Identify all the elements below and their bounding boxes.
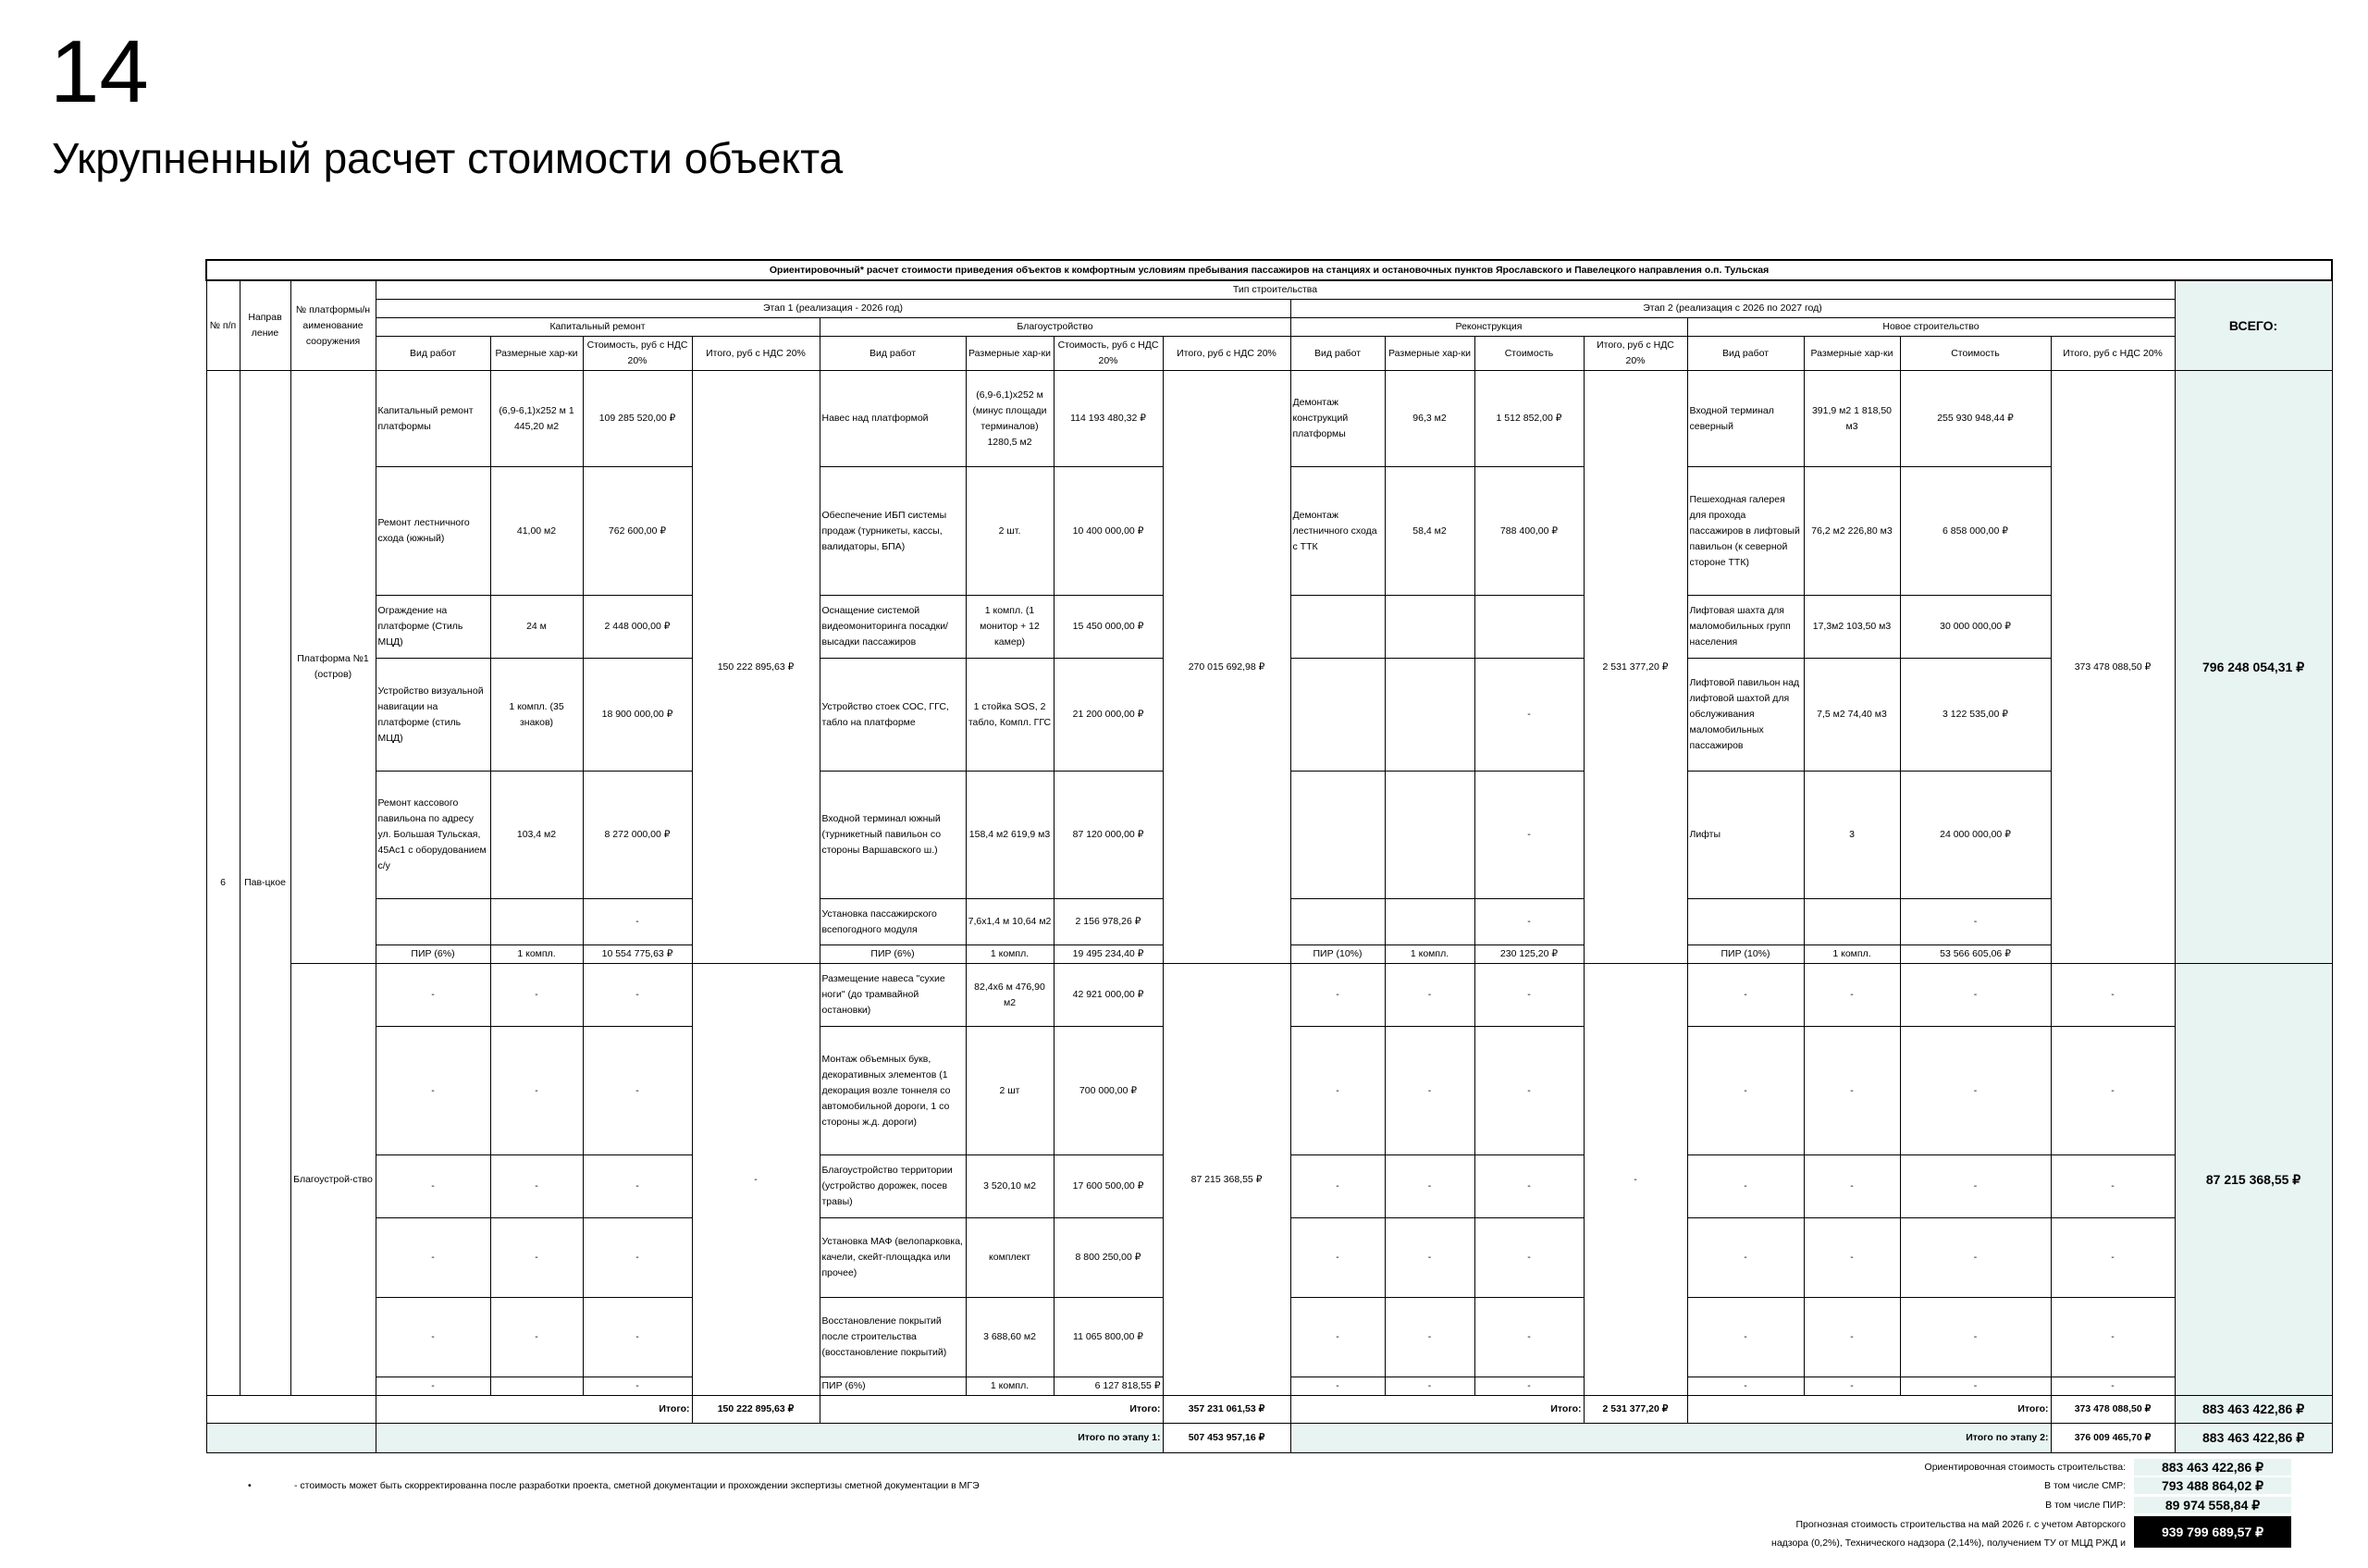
table-cell: - bbox=[583, 1155, 692, 1218]
table-cell: - bbox=[1290, 1218, 1385, 1298]
table-cell: 87 120 000,00 ₽ bbox=[1054, 772, 1163, 899]
platform-name: Благоустрой-ство bbox=[290, 964, 376, 1396]
table-cell: - bbox=[490, 1218, 583, 1298]
table-cell: - bbox=[583, 1377, 692, 1396]
platform-name: Платформа №1 (остров) bbox=[290, 371, 376, 964]
table-cell: - bbox=[1687, 964, 1804, 1027]
table-cell bbox=[1687, 899, 1804, 945]
table-cell: - bbox=[1900, 1155, 2051, 1218]
pir-cell: 1 компл. bbox=[1804, 945, 1900, 964]
table-cell: 109 285 520,00 ₽ bbox=[583, 371, 692, 467]
table-cell: 8 272 000,00 ₽ bbox=[583, 772, 692, 899]
table-cell: - bbox=[1474, 659, 1584, 772]
table-cell: - bbox=[376, 1377, 490, 1396]
table-cell: - bbox=[583, 964, 692, 1027]
landscaping-total: 87 215 368,55 ₽ bbox=[2175, 964, 2332, 1396]
table-cell: Устройство визуальной навигации на платформе (стиль МЦД) bbox=[376, 659, 490, 772]
table-cell: - bbox=[1687, 1298, 1804, 1377]
pir-cell: 53 566 605,06 ₽ bbox=[1900, 945, 2051, 964]
table-caption: Ориентировочный* расчет стоимости приведения объектов к комфортным условиям пребывания пассажиров на станциях и остановочных пунктов Ярославского и Павелецкого направления о.п. Тульская bbox=[206, 260, 2332, 280]
table-cell: 2 шт bbox=[966, 1027, 1054, 1155]
table-cell: - bbox=[1474, 899, 1584, 945]
table-cell: Входной терминал южный (турникетный павильон со стороны Варшавского ш.) bbox=[820, 772, 966, 899]
col-header: Итого, руб с НДС 20% bbox=[692, 337, 820, 371]
table-cell: 762 600,00 ₽ bbox=[583, 467, 692, 596]
table-cell: Лифтовой павильон над лифтовой шахтой для обслуживания маломобильных пассажиров bbox=[1687, 659, 1804, 772]
table-cell: 18 900 000,00 ₽ bbox=[583, 659, 692, 772]
total-value: 357 231 061,53 ₽ bbox=[1163, 1396, 1290, 1424]
table-cell: 700 000,00 ₽ bbox=[1054, 1027, 1163, 1155]
table-cell: 24 м bbox=[490, 596, 583, 659]
table-cell bbox=[1385, 659, 1474, 772]
table-cell: 76,2 м2 226,80 м3 bbox=[1804, 467, 1900, 596]
table-cell: 11 065 800,00 ₽ bbox=[1054, 1298, 1163, 1377]
table-cell bbox=[1474, 596, 1584, 659]
pir-label: В том числе ПИР: bbox=[2045, 1500, 2126, 1511]
pir-cell: 19 495 234,40 ₽ bbox=[1054, 945, 1163, 964]
table-cell: - bbox=[376, 1027, 490, 1155]
header-direction: Направ ление bbox=[240, 280, 290, 371]
total-value: 2 531 377,20 ₽ bbox=[1584, 1396, 1687, 1424]
pir-cell: ПИР (6%) bbox=[820, 945, 966, 964]
table-cell: 3 122 535,00 ₽ bbox=[1900, 659, 2051, 772]
table-cell: 30 000 000,00 ₽ bbox=[1900, 596, 2051, 659]
table-cell: 158,4 м2 619,9 м3 bbox=[966, 772, 1054, 899]
table-cell: - bbox=[376, 964, 490, 1027]
subtotal-cell: 150 222 895,63 ₽ bbox=[692, 371, 820, 964]
forecast-label-line1: Прогнозная стоимость строительства на май 2026 г. с учетом Авторского bbox=[1795, 1519, 2126, 1530]
table-cell: - bbox=[1385, 1027, 1474, 1155]
table-cell: Устройство стоек СОС, ГГС, табло на платформе bbox=[820, 659, 966, 772]
table-cell: - bbox=[1804, 964, 1900, 1027]
smr-label: В том числе СМР: bbox=[2044, 1480, 2126, 1491]
table-cell: Оснащение системой видеомониторинга посадки/высадки пассажиров bbox=[820, 596, 966, 659]
col-header: Стоимость, руб с НДС 20% bbox=[1054, 337, 1163, 371]
subtotal-cell: 373 478 088,50 ₽ bbox=[2051, 371, 2175, 964]
forecast-value: 939 799 689,57 ₽ bbox=[2134, 1516, 2291, 1548]
pir-cell: ПИР (6%) bbox=[820, 1377, 966, 1396]
table-cell: 6 858 000,00 ₽ bbox=[1900, 467, 2051, 596]
header-stage-1: Этап 1 (реализация - 2026 год) bbox=[376, 300, 1290, 318]
subtotal-cell: 270 015 692,98 ₽ bbox=[1163, 371, 1290, 964]
total-label: Итого: bbox=[820, 1396, 1163, 1424]
table-cell: 24 000 000,00 ₽ bbox=[1900, 772, 2051, 899]
pir-cell: 1 компл. bbox=[966, 945, 1054, 964]
table-cell: - bbox=[2051, 1218, 2175, 1298]
header-stage-2: Этап 2 (реализация с 2026 по 2027 год) bbox=[1290, 300, 2175, 318]
table-cell: - bbox=[1900, 1298, 2051, 1377]
table-cell: 1 компл. (1 монитор + 12 камер) bbox=[966, 596, 1054, 659]
table-cell: Восстановление покрытий после строительства (восстановление покрытий) bbox=[820, 1298, 966, 1377]
table-cell: - bbox=[1687, 1027, 1804, 1155]
table-cell: Входной терминал северный bbox=[1687, 371, 1804, 467]
col-header: Размерные хар-ки bbox=[490, 337, 583, 371]
table-cell: 21 200 000,00 ₽ bbox=[1054, 659, 1163, 772]
stage-1-total-value: 507 453 957,16 ₽ bbox=[1163, 1424, 1290, 1453]
table-cell: - bbox=[1804, 1218, 1900, 1298]
pir-cell: 230 125,20 ₽ bbox=[1474, 945, 1584, 964]
table-cell: 15 450 000,00 ₽ bbox=[1054, 596, 1163, 659]
table-cell: - bbox=[1804, 1377, 1900, 1396]
table-cell: Обеспечение ИБП системы продаж (турникеты, кассы, валидаторы, БПА) bbox=[820, 467, 966, 596]
table-cell bbox=[1385, 899, 1474, 945]
col-header: Стоимость, руб с НДС 20% bbox=[583, 337, 692, 371]
table-cell: - bbox=[2051, 1298, 2175, 1377]
pir-value: 89 974 558,84 ₽ bbox=[2134, 1497, 2291, 1513]
table-cell bbox=[1385, 596, 1474, 659]
row-direction: Пав-цкое bbox=[240, 371, 290, 1396]
pir-cell: 1 компл. bbox=[490, 945, 583, 964]
pir-cell: 10 554 775,63 ₽ bbox=[583, 945, 692, 964]
table-cell: - bbox=[1804, 1298, 1900, 1377]
footnote-bullet: • bbox=[248, 1480, 252, 1491]
table-cell: - bbox=[1385, 1218, 1474, 1298]
table-cell: Ограждение на платформе (Стиль МЦД) bbox=[376, 596, 490, 659]
table-cell: - bbox=[2051, 1155, 2175, 1218]
col-header: Стоимость bbox=[1474, 337, 1584, 371]
forecast-label-line2: надзора (0,2%), Технического надзора (2,14%), получением ТУ от МЦД РЖД и bbox=[1771, 1537, 2126, 1549]
col-header: Вид работ bbox=[1290, 337, 1385, 371]
table-cell bbox=[376, 899, 490, 945]
col-header: Вид работ bbox=[376, 337, 490, 371]
table-cell: 391,9 м2 1 818,50 м3 bbox=[1804, 371, 1900, 467]
table-cell: Размещение навеса "сухие ноги" (до трамвайной остановки) bbox=[820, 964, 966, 1027]
table-cell: - bbox=[1900, 1218, 2051, 1298]
col-header: Размерные хар-ки bbox=[966, 337, 1054, 371]
table-cell: - bbox=[1687, 1218, 1804, 1298]
table-cell: - bbox=[490, 1155, 583, 1218]
table-cell: - bbox=[1474, 1377, 1584, 1396]
table-cell: - bbox=[376, 1298, 490, 1377]
table-cell: 7,6х1,4 м 10,64 м2 bbox=[966, 899, 1054, 945]
table-cell: 96,3 м2 bbox=[1385, 371, 1474, 467]
header-total: ВСЕГО: bbox=[2175, 280, 2332, 371]
table-cell: 2 448 000,00 ₽ bbox=[583, 596, 692, 659]
table-cell: - bbox=[1474, 772, 1584, 899]
table-cell bbox=[1290, 596, 1385, 659]
table-cell bbox=[1290, 659, 1385, 772]
table-cell: - bbox=[1290, 1027, 1385, 1155]
table-cell: - bbox=[1385, 1155, 1474, 1218]
table-cell: 3 520,10 м2 bbox=[966, 1155, 1054, 1218]
row-number: 6 bbox=[206, 371, 240, 1396]
total-label: Итого: bbox=[1290, 1396, 1584, 1424]
table-cell: 58,4 м2 bbox=[1385, 467, 1474, 596]
cost-estimate-table bbox=[205, 259, 2333, 1453]
table-cell: - bbox=[2051, 1027, 2175, 1155]
table-cell: - bbox=[1385, 964, 1474, 1027]
subtotal-cell: 2 531 377,20 ₽ bbox=[1584, 371, 1687, 964]
table-cell: Ремонт кассового павильона по адресу ул. Большая Тульская, 45Ас1 с оборудованием с/у bbox=[376, 772, 490, 899]
subtotal-cell: 87 215 368,55 ₽ bbox=[1163, 964, 1290, 1396]
table-cell: 255 930 948,44 ₽ bbox=[1900, 371, 2051, 467]
col-header: Итого, руб с НДС 20% bbox=[2051, 337, 2175, 371]
col-header: Вид работ bbox=[820, 337, 966, 371]
table-cell: - bbox=[1290, 1377, 1385, 1396]
pir-cell: ПИР (10%) bbox=[1687, 945, 1804, 964]
pir-cell: ПИР (10%) bbox=[1290, 945, 1385, 964]
table-cell: 10 400 000,00 ₽ bbox=[1054, 467, 1163, 596]
header-new-construction: Новое строительство bbox=[1687, 318, 2175, 337]
table-cell: Установка МАФ (велопарковка, качели, скейт-площадка или прочее) bbox=[820, 1218, 966, 1298]
table-cell: Пешеходная галерея для прохода пассажиров в лифтовый павильон (к северной стороне ТТК) bbox=[1687, 467, 1804, 596]
table-cell bbox=[1290, 899, 1385, 945]
total-value: 150 222 895,63 ₽ bbox=[692, 1396, 820, 1424]
table-cell: комплект bbox=[966, 1218, 1054, 1298]
subtotal-cell: - bbox=[1584, 964, 1687, 1396]
table-cell: - bbox=[1900, 1027, 2051, 1155]
table-cell: - bbox=[1900, 964, 2051, 1027]
table-cell: 17 600 500,00 ₽ bbox=[1054, 1155, 1163, 1218]
table-cell: 1 512 852,00 ₽ bbox=[1474, 371, 1584, 467]
table-cell: - bbox=[1900, 899, 2051, 945]
table-cell: 2 156 978,26 ₽ bbox=[1054, 899, 1163, 945]
table-cell: - bbox=[376, 1218, 490, 1298]
table-cell: 788 400,00 ₽ bbox=[1474, 467, 1584, 596]
grand-total: 883 463 422,86 ₽ bbox=[2175, 1424, 2332, 1453]
subtotal-cell: - bbox=[692, 964, 820, 1396]
header-landscaping: Благоустройство bbox=[820, 318, 1290, 337]
smr-value: 793 488 864,02 ₽ bbox=[2134, 1477, 2291, 1494]
table-cell bbox=[1804, 899, 1900, 945]
stage-2-total-label: Итого по этапу 2: bbox=[1290, 1424, 2051, 1453]
table-cell: 8 800 250,00 ₽ bbox=[1054, 1218, 1163, 1298]
estimate-label: Ориентировочная стоимость строительства: bbox=[1924, 1462, 2126, 1473]
col-header: Размерные хар-ки bbox=[1804, 337, 1900, 371]
table-cell: - bbox=[1385, 1298, 1474, 1377]
total-row-spacer bbox=[206, 1424, 376, 1453]
table-cell: - bbox=[376, 1155, 490, 1218]
table-cell: Ремонт лестничного схода (южный) bbox=[376, 467, 490, 596]
table-cell: - bbox=[1474, 1027, 1584, 1155]
table-cell: - bbox=[1385, 1377, 1474, 1396]
table-cell: - bbox=[1290, 1155, 1385, 1218]
table-cell: Лифтовая шахта для маломобильных групп населения bbox=[1687, 596, 1804, 659]
table-cell bbox=[490, 1377, 583, 1396]
grand-total: 883 463 422,86 ₽ bbox=[2175, 1396, 2332, 1424]
stage-1-total-label: Итого по этапу 1: bbox=[376, 1424, 1163, 1453]
header-construction-type: Тип строительства bbox=[376, 280, 2175, 300]
table-cell: - bbox=[1687, 1155, 1804, 1218]
platform-total: 796 248 054,31 ₽ bbox=[2175, 371, 2332, 964]
table-cell: - bbox=[490, 1027, 583, 1155]
table-cell: 17,3м2 103,50 м3 bbox=[1804, 596, 1900, 659]
table-cell: - bbox=[2051, 964, 2175, 1027]
table-cell: Демонтаж лестничного схода с ТТК bbox=[1290, 467, 1385, 596]
col-header: Вид работ bbox=[1687, 337, 1804, 371]
table-cell: 2 шт. bbox=[966, 467, 1054, 596]
table-cell: 103,4 м2 bbox=[490, 772, 583, 899]
header-platform: № платформы/н аименование сооружения bbox=[290, 280, 376, 371]
table-cell: Капитальный ремонт платформы bbox=[376, 371, 490, 467]
total-label: Итого: bbox=[1687, 1396, 2051, 1424]
table-cell: Навес над платформой bbox=[820, 371, 966, 467]
header-reconstruction: Реконструкция bbox=[1290, 318, 1687, 337]
pir-cell: ПИР (6%) bbox=[376, 945, 490, 964]
col-header: Итого, руб с НДС 20% bbox=[1584, 337, 1687, 371]
table-cell: 3 688,60 м2 bbox=[966, 1298, 1054, 1377]
table-cell: - bbox=[490, 1298, 583, 1377]
table-cell: - bbox=[1290, 964, 1385, 1027]
page-number: 14 bbox=[50, 22, 149, 121]
table-cell: - bbox=[583, 1027, 692, 1155]
table-cell: 1 стойка SOS, 2 табло, Компл. ГГС bbox=[966, 659, 1054, 772]
table-cell: - bbox=[1474, 1218, 1584, 1298]
table-cell: 3 bbox=[1804, 772, 1900, 899]
table-cell bbox=[1385, 772, 1474, 899]
table-cell: - bbox=[1900, 1377, 2051, 1396]
table-cell: - bbox=[1290, 1298, 1385, 1377]
table-cell: Демонтаж конструкций платформы bbox=[1290, 371, 1385, 467]
total-label: Итого: bbox=[376, 1396, 692, 1424]
table-cell: - bbox=[490, 964, 583, 1027]
table-cell: - bbox=[1474, 964, 1584, 1027]
table-cell: - bbox=[2051, 1377, 2175, 1396]
table-cell: - bbox=[1804, 1027, 1900, 1155]
header-capital-repair: Капитальный ремонт bbox=[376, 318, 820, 337]
table-cell: 41,00 м2 bbox=[490, 467, 583, 596]
table-cell: (6,9-6,1)х252 м (минус площади терминалов) 1280,5 м2 bbox=[966, 371, 1054, 467]
table-cell: - bbox=[583, 899, 692, 945]
table-cell: - bbox=[1687, 1377, 1804, 1396]
table-cell: (6,9-6,1)х252 м 1 445,20 м2 bbox=[490, 371, 583, 467]
table-cell: Лифты bbox=[1687, 772, 1804, 899]
col-header: Стоимость bbox=[1900, 337, 2051, 371]
total-row-spacer bbox=[206, 1396, 376, 1424]
table-cell: 7,5 м2 74,40 м3 bbox=[1804, 659, 1900, 772]
table-cell: 114 193 480,32 ₽ bbox=[1054, 371, 1163, 467]
table-cell: - bbox=[1804, 1155, 1900, 1218]
col-header: Размерные хар-ки bbox=[1385, 337, 1474, 371]
pir-cell: 1 компл. bbox=[966, 1377, 1054, 1396]
pir-cell: 6 127 818,55 ₽ bbox=[1054, 1377, 1163, 1396]
table-cell: 1 компл. (35 знаков) bbox=[490, 659, 583, 772]
table-cell bbox=[1290, 772, 1385, 899]
col-header: Итого, руб с НДС 20% bbox=[1163, 337, 1290, 371]
table-cell: - bbox=[583, 1218, 692, 1298]
table-cell bbox=[490, 899, 583, 945]
table-cell: - bbox=[1474, 1298, 1584, 1377]
table-cell: 42 921 000,00 ₽ bbox=[1054, 964, 1163, 1027]
stage-2-total-value: 376 009 465,70 ₽ bbox=[2051, 1424, 2175, 1453]
table-cell: Монтаж объемных букв, декоративных элементов (1 декорация возле тоннеля со автомобильной дороги, 1 со стороны ж.д. дороги) bbox=[820, 1027, 966, 1155]
header-number: № п/п bbox=[206, 280, 240, 371]
estimate-value: 883 463 422,86 ₽ bbox=[2134, 1459, 2291, 1475]
table-cell: - bbox=[1474, 1155, 1584, 1218]
pir-cell: 1 компл. bbox=[1385, 945, 1474, 964]
table-cell: Установка пассажирского всепогодного модуля bbox=[820, 899, 966, 945]
footnote-text: - стоимость может быть скорректированна после разработки проекта, сметной документации и прохождении экспертизы сметной документации в МГЭ bbox=[294, 1480, 980, 1491]
table-cell: - bbox=[583, 1298, 692, 1377]
table-cell: Благоустройство территории (устройство дорожек, посев травы) bbox=[820, 1155, 966, 1218]
table-cell: 82,4х6 м 476,90 м2 bbox=[966, 964, 1054, 1027]
total-value: 373 478 088,50 ₽ bbox=[2051, 1396, 2175, 1424]
page-title: Укрупненный расчет стоимости объекта bbox=[52, 134, 844, 182]
